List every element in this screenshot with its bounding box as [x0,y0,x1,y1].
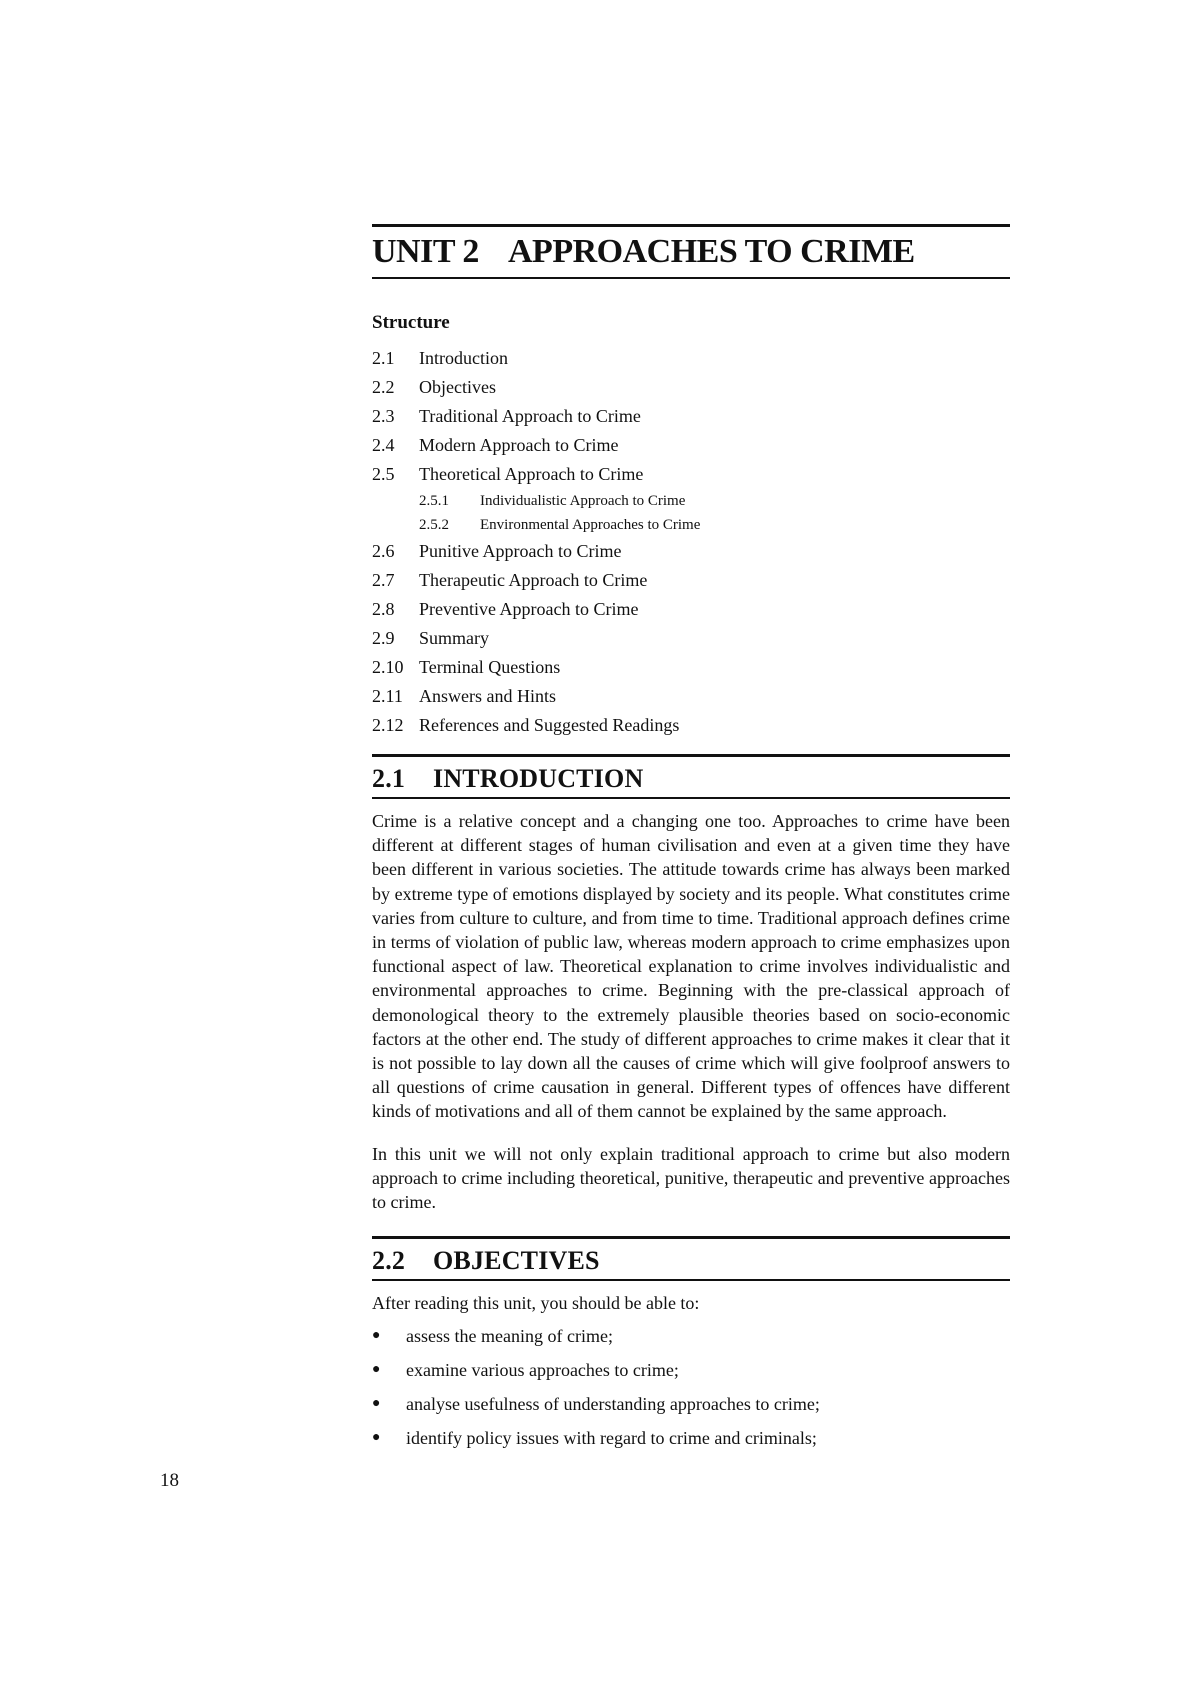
section-introduction [372,754,1010,1214]
toc-number: 2.9 [372,628,395,648]
toc-item [372,344,1010,373]
toc-label: References and Suggested Readings [419,715,680,735]
section-bottom-rule [372,797,1010,799]
toc-number: 2.2 [372,377,395,397]
section-heading [372,1239,1010,1279]
bullet-icon: ● [372,1362,381,1378]
unit-title [372,227,1010,277]
objectives-list [372,1319,1010,1455]
toc-number: 2.6 [372,541,395,561]
toc-item [372,537,1010,566]
page-number: 18 [160,1470,179,1491]
toc-number: 2.8 [372,599,395,619]
toc-label: Terminal Questions [419,657,561,677]
section-title: OBJECTIVES [433,1246,600,1276]
paragraph: In this unit we will not only explain traditional approach to crime but also modern approach to crime including theoretical, punitive, therapeutic and preventive approaches to crime. [372,1143,1010,1213]
toc-number: 2.11 [372,686,403,706]
structure-heading: Structure [372,312,450,333]
unit-bottom-rule [372,277,1010,279]
table-of-contents [372,344,1010,740]
section-bottom-rule [372,1279,1010,1281]
toc-label: Introduction [419,348,508,368]
toc-item [372,402,1010,431]
list-item [372,1421,1010,1455]
unit-title-text: APPROACHES TO CRIME [508,233,915,270]
toc-number: 2.4 [372,435,395,455]
toc-label: Theoretical Approach to Crime [419,464,644,484]
toc-number: 2.3 [372,406,395,426]
toc-label: Modern Approach to Crime [419,435,619,455]
toc-label: Individualistic Approach to Crime [480,493,686,509]
toc-number: 2.5.1 [419,493,449,509]
list-item [372,1387,1010,1421]
paragraph: Crime is a relative concept and a changing one too. Approaches to crime have been different at different stages of human civilisation and even at a given time they have been different in various societies. The attitude towards crime has always been marked by extreme type of emotions displayed by society and its people. What constitutes crime varies from culture to culture, and from time to time. Traditional approach defines crime in terms of violation of public law, whereas modern approach to crime emphasizes upon functional aspect of law. Theoretical explanation to crime involves individualistic and environmental approaches to crime. Beginning with the pre-classical approach of demonological theory to the extremely plausible theories based on socio-economic factors at the other end. The study of different approaches to crime makes it clear that it is not possible to lay down all the causes of crime which will give foolproof answers to all questions of crime causation in general. Different types of offences have different kinds of motivations and all of them cannot be explained by the same approach. [372,811,1010,1122]
list-item-text: analyse usefulness of understanding approaches to crime; [406,1394,820,1415]
list-item [372,1353,1010,1387]
toc-label: Summary [419,628,489,648]
toc-label: Punitive Approach to Crime [419,541,622,561]
toc-number: 2.5.2 [419,517,449,533]
section-number: 2.1 [372,764,406,793]
toc-item [372,595,1010,624]
toc-label: Environmental Approaches to Crime [480,517,701,533]
toc-number: 2.5 [372,464,395,484]
toc-subitem [372,489,1010,513]
toc-number: 2.12 [372,715,404,735]
toc-number: 2.10 [372,657,404,677]
list-item-text: identify policy issues with regard to crime and criminals; [406,1428,817,1449]
objectives-intro: After reading this unit, you should be able to: [372,1293,700,1314]
toc-label: Answers and Hints [419,686,556,706]
unit-number: UNIT 2 [372,233,479,270]
toc-number: 2.1 [372,348,395,368]
toc-item [372,566,1010,595]
list-item-text: examine various approaches to crime; [406,1360,679,1381]
toc-item [372,431,1010,460]
section-objectives [372,1236,1010,1455]
toc-item [372,711,1010,740]
toc-number: 2.7 [372,570,395,590]
bullet-icon: ● [372,1328,381,1344]
toc-item [372,460,1010,489]
toc-item [372,624,1010,653]
toc-item [372,653,1010,682]
list-item [372,1319,1010,1353]
bullet-icon: ● [372,1396,381,1412]
list-item-text: assess the meaning of crime; [406,1326,613,1347]
section-heading [372,757,1010,797]
toc-label: Therapeutic Approach to Crime [419,570,648,590]
toc-label: Preventive Approach to Crime [419,599,639,619]
toc-label: Objectives [419,377,496,397]
section-number: 2.2 [372,1246,406,1276]
bullet-icon: ● [372,1430,381,1446]
section-title: INTRODUCTION [433,764,644,793]
toc-item [372,373,1010,402]
page-content [372,224,1010,1455]
toc-item [372,682,1010,711]
toc-label: Traditional Approach to Crime [419,406,641,426]
toc-subitem [372,513,1010,537]
